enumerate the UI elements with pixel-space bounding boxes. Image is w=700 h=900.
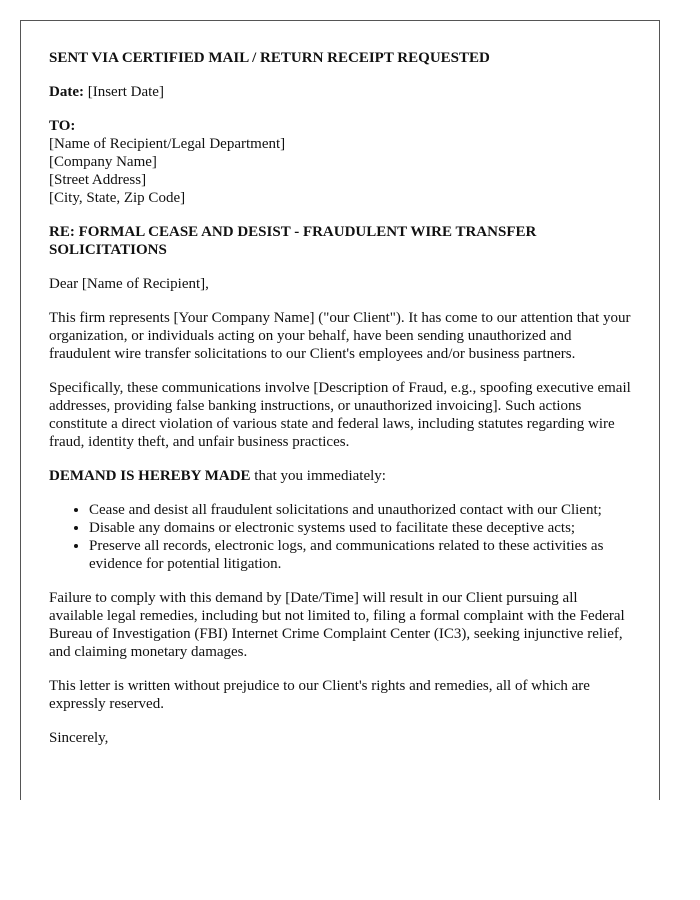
recipient-block: [49, 117, 631, 207]
demand-lead: [49, 467, 631, 485]
list-item: • Disable any domains or electronic systems used to facilitate these deceptive acts;: [89, 519, 631, 537]
date-label: Date:: [49, 84, 84, 100]
recipient-name: [Name of Recipient/Legal Department]: [49, 136, 286, 152]
recipient-company: [Company Name]: [49, 154, 157, 170]
date-line: [49, 83, 631, 101]
demand-list: [49, 501, 631, 573]
salutation: Dear [Name of Recipient],: [49, 276, 209, 292]
letter-page: [20, 20, 660, 800]
intro-paragraph: This firm represents [Your Company Name] ("our Client"). It has come to our attention that your organization, or individuals acting on your behalf, have been sending unauthorized and fraudulent wire transfer solicitations to our Client's employees and/or business partners.: [49, 310, 631, 362]
demand-lead-bold: DEMAND IS HEREBY MADE: [49, 468, 251, 484]
reservation-paragraph: This letter is written without prejudice to our Client's rights and remedies, all of which are expressly reserved.: [49, 678, 590, 712]
recipient-city: [City, State, Zip Code]: [49, 190, 186, 206]
date-value: [Insert Date]: [87, 84, 164, 100]
fraud-description-paragraph: Specifically, these communications involve [Description of Fraud, e.g., spoofing executive email addresses, providing false banking instructions, or unauthorized invoicing]. Such actions constitute a direct violation of various state and federal laws, including statutes regarding wire fraud, identity theft, and unfair business practices.: [49, 380, 631, 450]
closing: Sincerely,: [49, 730, 109, 746]
list-item: • Preserve all records, electronic logs, and communications related to these activities as evidence for potential litigation.: [89, 537, 631, 573]
subject-line: RE: FORMAL CEASE AND DESIST - FRAUDULENT WIRE TRANSFER SOLICITATIONS: [49, 224, 537, 258]
recipient-street: [Street Address]: [49, 172, 147, 188]
to-label: TO:: [49, 118, 76, 134]
delivery-notice: SENT VIA CERTIFIED MAIL / RETURN RECEIPT REQUESTED: [49, 50, 490, 66]
list-item: • Cease and desist all fraudulent solicitations and unauthorized contact with our Client;: [89, 501, 631, 519]
demand-lead-text: that you immediately:: [250, 468, 386, 484]
consequences-paragraph: Failure to comply with this demand by [Date/Time] will result in our Client pursuing all available legal remedies, including but not limited to, filing a formal complaint with the Federal Bureau of Investigation (FBI) Internet Crime Complaint Center (IC3), seeking injunctive relief, and claiming monetary damages.: [49, 590, 625, 660]
